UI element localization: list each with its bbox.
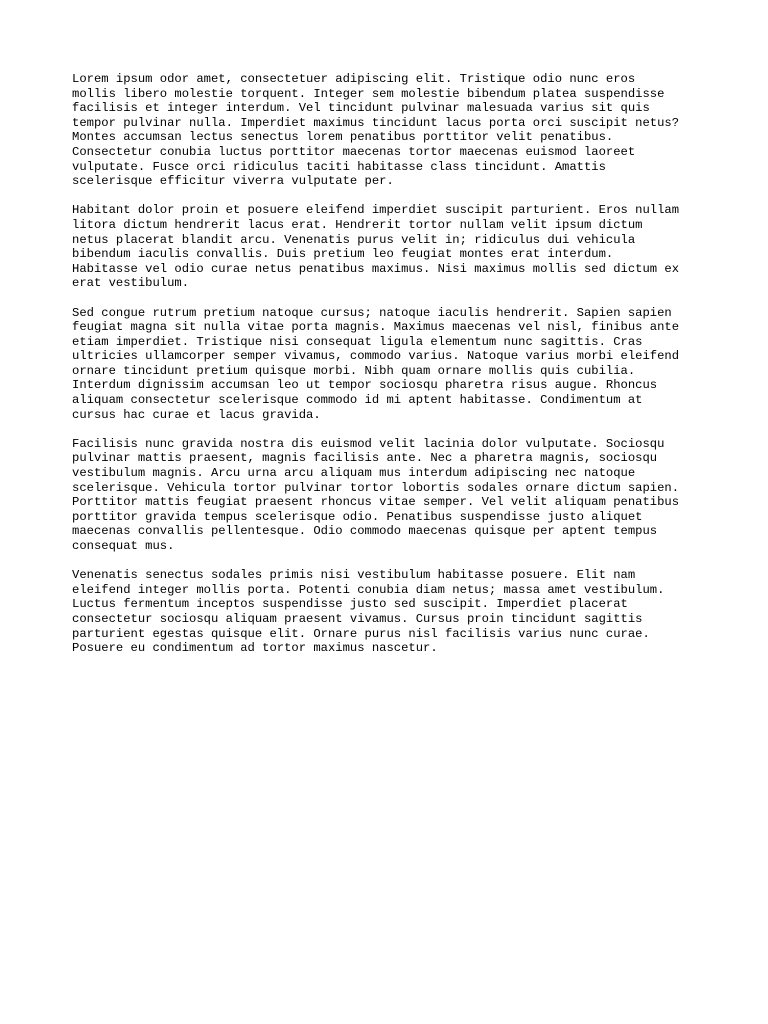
paragraph-2: Habitant dolor proin et posuere eleifend imperdiet suscipit parturient. Eros nullam litora dictum hendrerit lacus erat. Hendrerit tortor nullam velit ipsum dictum netus placerat blandit arcu. Venenatis purus velit in; ridiculus dui vehicula bibendum iaculis convallis. Duis pretium leo feugiat montes erat interdum. Habitasse vel odio curae netus penatibus maximus. Nisi maximus mollis sed dictum ex erat vestibulum. [72, 203, 680, 291]
paragraph-3: Sed congue rutrum pretium natoque cursus; natoque iaculis hendrerit. Sapien sapien feugiat magna sit nulla vitae porta magnis. Maximus maecenas vel nisl, finibus ante etiam imperdiet. Tristique nisi consequat ligula elementum nunc sagittis. Cras ultricies ullamcorper semper vivamus, commodo varius. Natoque varius morbi eleifend ornare tincidunt pretium quisque morbi. Nibh quam ornare mollis quis cubilia. Interdum dignissim accumsan leo ut tempor sociosqu pharetra risus augue. Rhoncus aliquam consectetur scelerisque commodo id mi aptent habitasse. Condimentum at cursus hac curae et lacus gravida. [72, 305, 680, 422]
document-page [72, 72, 702, 670]
paragraph-4: Facilisis nunc gravida nostra dis euismod velit lacinia dolor vulputate. Sociosqu pulvinar mattis praesent, magnis facilisis ante. Nec a pharetra magnis, sociosqu vestibulum magnis. Arcu urna arcu aliquam mus interdum adipiscing nec natoque scelerisque. Vehicula tortor pulvinar tortor lobortis sodales ornare dictum sapien. Porttitor mattis feugiat praesent rhoncus vitae semper. Vel velit aliquam penatibus porttitor gravida tempus scelerisque odio. Penatibus suspendisse justo aliquet maecenas convallis pellentesque. Odio commodo maecenas quisque per aptent tempus consequat mus. [72, 436, 680, 553]
paragraph-5: Venenatis senectus sodales primis nisi vestibulum habitasse posuere. Elit nam eleifend integer mollis porta. Potenti conubia diam netus; massa amet vestibulum. Luctus fermentum inceptos suspendisse justo sed suscipit. Imperdiet placerat consectetur sociosqu aliquam praesent vivamus. Cursus proin tincidunt sagittis parturient egestas quisque elit. Ornare purus nisl facilisis varius nunc curae. Posuere eu condimentum ad tortor maximus nascetur. [72, 568, 665, 656]
paragraph-1: Lorem ipsum odor amet, consectetuer adipiscing elit. Tristique odio nunc eros mollis libero molestie torquent. Integer sem molestie bibendum platea suspendisse facilisis et integer interdum. Vel tincidunt pulvinar malesuada varius sit quis tempor pulvinar nulla. Imperdiet maximus tincidunt lacus porta orci suscipit netus? Montes accumsan lectus senectus lorem penatibus porttitor velit penatibus. Consectetur conubia luctus porttitor maecenas tortor maecenas euismod laoreet vulputate. Fusce orci ridiculus taciti habitasse class tincidunt. Amattis scelerisque efficitur viverra vulputate per. [72, 72, 680, 189]
